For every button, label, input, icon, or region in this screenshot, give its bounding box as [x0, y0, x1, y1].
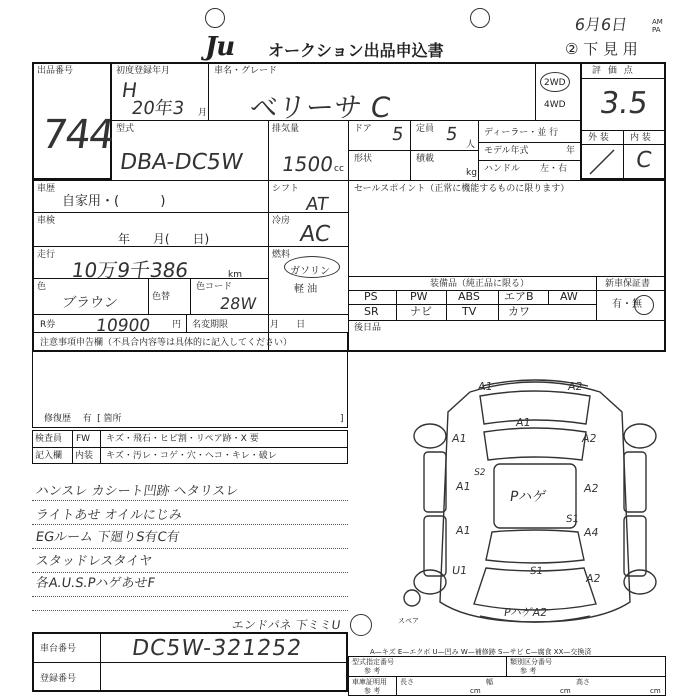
model-year-label: モデル年式	[484, 146, 529, 156]
history-value: 自家用・( )	[62, 194, 166, 209]
registration-era: H	[120, 78, 139, 102]
fuel-value-diesel[interactable]: 軽 油	[294, 284, 318, 295]
door-value: 5	[390, 124, 405, 145]
repair-label: 修復歴 有 [ 箇所	[44, 414, 122, 424]
aftermarket-box	[348, 320, 666, 352]
car-name-label: 車名・グレード	[214, 66, 278, 76]
model-year-unit: 年	[566, 146, 576, 156]
damage-mark-right-rear-door: A4	[583, 526, 600, 539]
inspector-interior: 内装	[75, 451, 94, 461]
equipment-pw[interactable]: PW	[410, 290, 428, 303]
damage-legend: A—キズ E—エクボ U—凹み W—補修跡 S—サビ C—腐食 XX—交換済	[370, 648, 592, 656]
damage-mark-roof: Pハゲ	[508, 489, 548, 505]
damage-mark-front-bumper: A1	[477, 380, 494, 393]
shape-label: 形状	[354, 154, 373, 164]
registration-label: 登録番号	[40, 674, 77, 684]
inspection-label: 車検	[37, 216, 56, 226]
damage-mark-right-door: A2	[583, 482, 600, 495]
exterior-label: 外 装	[588, 133, 609, 143]
capacity-value: 5	[444, 124, 459, 145]
plate-expiry-label: 名変期限	[192, 320, 229, 330]
shift-label: シフト	[272, 184, 300, 194]
load-label: 積載	[416, 154, 435, 164]
inspector-label: 検査員	[35, 434, 63, 444]
width-unit: cm	[560, 687, 571, 695]
height-label: 高さ	[576, 678, 590, 686]
chassis-label: 車台番号	[40, 644, 77, 654]
first-registration-label: 初度登録年月	[116, 66, 171, 76]
header-ampm: AM PA	[652, 18, 663, 34]
cert-ref: 参 考	[364, 687, 381, 695]
cert-label: 車庫証明用	[352, 678, 387, 686]
new-cert-value[interactable]: 有・無	[612, 299, 642, 310]
color-label: 色	[37, 282, 47, 292]
height-unit: cm	[650, 687, 661, 695]
damage-mark-left-door: A1	[455, 480, 472, 493]
exterior-slash	[584, 146, 620, 178]
inspector-interior-text: キズ・汚レ・コゲ・穴・ヘコ・キレ・破レ	[106, 451, 277, 461]
equipment-leather[interactable]: カワ	[508, 305, 530, 318]
lot-number-label: 出品番号	[37, 66, 74, 76]
damage-mark-trunk: S1	[529, 566, 544, 577]
damage-mark-right-quarter: A2	[585, 572, 602, 585]
model-label: 型式	[116, 124, 135, 134]
inspector-footnote: エンドパネ 下ミミU	[230, 618, 342, 632]
color-value: ブラウン	[60, 295, 119, 311]
form-subtitle: ② 下 見 用	[565, 40, 638, 58]
inspector-note-3: EGルーム 下廻りS有C有	[34, 530, 181, 545]
equipment-aw[interactable]: AW	[560, 290, 578, 303]
entry-label: 記入欄	[35, 451, 63, 461]
interior-value: C	[634, 148, 654, 173]
width-label: 幅	[486, 678, 493, 686]
registration-value: 20年3	[130, 98, 186, 119]
inspector-note-1: ハンスレ カシート凹跡 ヘタリスレ	[34, 484, 240, 499]
displacement-value: 1500	[280, 152, 335, 176]
aftermarket-label: 後日品	[354, 323, 382, 333]
notes-label: 注意事項申告欄（不具合内容等は具体的に記入してください）	[40, 338, 293, 348]
interior-label: 内 装	[630, 133, 651, 143]
drive-4wd[interactable]: 4WD	[544, 100, 566, 110]
score-label: 評 価 点	[592, 66, 635, 76]
damage-mark-s2: S2	[473, 468, 487, 478]
displacement-label: 排気量	[272, 124, 300, 134]
door-label: ドア	[354, 124, 372, 134]
displacement-unit: cc	[334, 164, 344, 174]
class-label: 類別区分番号	[510, 658, 552, 666]
color-change-label: 色替	[152, 292, 171, 302]
inspector-note-4: スタッドレスタイヤ	[34, 554, 154, 569]
binder-hole-right	[470, 8, 490, 28]
spare-label: スペア	[398, 617, 419, 625]
plate-expiry-value: 月 日	[270, 320, 306, 330]
mileage-label: 走行	[37, 250, 56, 260]
damage-mark-u1: U1	[451, 564, 468, 577]
sales-point-label: セールスポイント（正常に機能するものに限ります）	[354, 184, 570, 194]
fuel-gasoline-circle	[284, 256, 340, 278]
equipment-tv[interactable]: TV	[462, 305, 477, 318]
damage-mark-rear-window: S1	[565, 514, 580, 525]
ac-label: 冷房	[272, 216, 291, 226]
damage-mark-left-rear: A1	[455, 524, 472, 537]
history-label: 車歴	[37, 184, 56, 194]
drive-2wd[interactable]: 2WD	[544, 78, 566, 88]
equipment-navi[interactable]: ナビ	[410, 305, 432, 318]
shift-value: AT	[304, 194, 330, 215]
mileage-value: 10万9千386	[70, 258, 190, 282]
binder-hole-left	[205, 8, 225, 28]
equipment-airbag[interactable]: エアB	[504, 290, 534, 303]
header-date: 6月6日	[573, 15, 629, 34]
equipment-ps[interactable]: PS	[364, 290, 378, 303]
damage-mark-rear-bumper: PハゲA2	[503, 606, 549, 619]
model-value: DBA-DC5W	[118, 150, 245, 175]
inspector-fw-text: キズ・飛石・ヒビ割・リペア跡・X 要	[106, 434, 259, 444]
lot-number-value: 744	[38, 112, 116, 158]
inspector-note-5: 各A.U.S.PハゲあせF	[34, 576, 156, 591]
footnote-circle	[350, 614, 372, 636]
model-spec-label: 型式指定番号	[352, 658, 394, 666]
repair-close: ]	[340, 414, 344, 424]
inspection-value: 年 月( 日)	[118, 232, 210, 246]
length-unit: cm	[470, 687, 481, 695]
load-unit: kg	[466, 168, 477, 178]
fuel-value-gasoline[interactable]: ガソリン	[290, 266, 330, 277]
equipment-sr[interactable]: SR	[364, 305, 379, 318]
damage-mark-right-front: A2	[581, 432, 598, 445]
fuel-label: 燃料	[272, 250, 291, 260]
form-title: オークション出品申込書	[268, 41, 444, 60]
ac-value: AC	[298, 222, 332, 247]
class-ref: 参 考	[520, 667, 537, 675]
damage-mark-hood: A1	[515, 416, 532, 429]
score-value: 3.5	[597, 86, 651, 121]
capacity-label: 定員	[416, 124, 435, 134]
equipment-abs[interactable]: ABS	[458, 290, 480, 303]
color-code-label: 色コード	[196, 282, 233, 292]
color-code-value: 28W	[218, 294, 258, 313]
car-name-value: ベリーサ C	[247, 91, 393, 124]
handle-value: 左・右	[540, 164, 568, 174]
damage-mark-front-bumper-right: A2	[567, 380, 584, 393]
new-cert-none-circle	[634, 295, 654, 315]
inspector-note-2: ライトあせ オイルにじみ	[34, 508, 183, 523]
recycle-value: 10900	[94, 316, 152, 336]
model-spec-ref: 参 考	[364, 667, 381, 675]
equipment-label: 装備品（純正品に限る）	[430, 279, 530, 289]
new-cert-label: 新車保証書	[605, 279, 651, 289]
inspector-fw: FW	[76, 434, 91, 444]
dealer-label: ディーラー・並 行	[484, 128, 559, 138]
capacity-unit: 人	[466, 140, 476, 150]
recycle-label: R券	[40, 320, 56, 330]
logo: Ju	[205, 32, 235, 62]
chassis-value: DC5W-321252	[130, 636, 304, 661]
length-label: 長さ	[400, 678, 414, 686]
recycle-unit: 円	[172, 320, 182, 330]
mileage-unit: km	[228, 270, 242, 280]
damage-mark-left-front: A1	[451, 432, 468, 445]
handle-label: ハンドル	[484, 164, 521, 174]
registration-month-suffix: 月	[198, 108, 208, 118]
